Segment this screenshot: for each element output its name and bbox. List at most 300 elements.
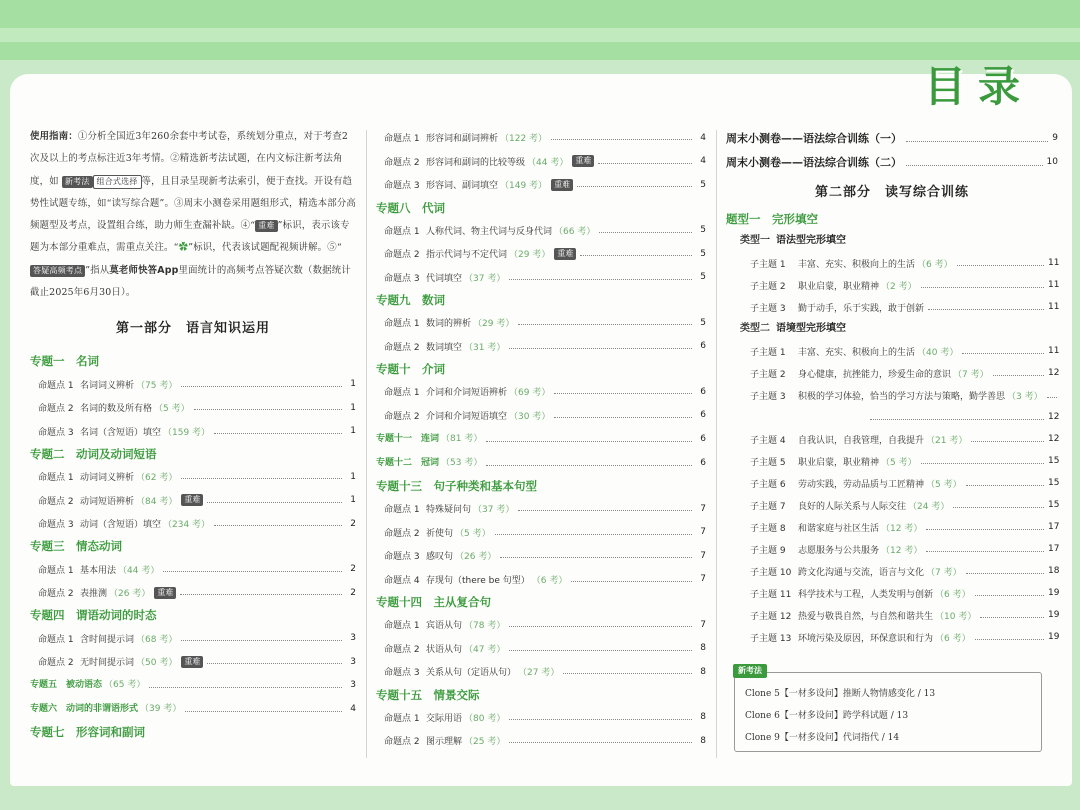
toc-topic[interactable]: 专题二 动词及动词短语: [30, 446, 157, 461]
toc-entry[interactable]: [30, 372, 356, 396]
leader-dots: [870, 419, 1044, 420]
page-number: 15: [1048, 456, 1060, 466]
exam-count: （29 考）: [509, 250, 551, 261]
page-number: 5: [700, 248, 706, 259]
page-number: 3: [350, 633, 356, 644]
entry-label: 命题点 4: [384, 575, 420, 586]
toc-entry[interactable]: [30, 465, 356, 489]
page-number: 1: [350, 379, 356, 390]
entry-title: 名词词义辨析: [80, 380, 135, 391]
exam-count: （47 考）: [464, 644, 506, 655]
entry-title: 身心健康，抗挫能力，珍爱生命的意识: [798, 369, 952, 380]
entry-label: 子主题 1: [750, 347, 786, 358]
exam-count: （69 考）: [509, 388, 551, 399]
page-number: 1: [350, 402, 356, 413]
page-number: 1: [350, 471, 356, 482]
entry-title: 介词和介词短语辨析: [426, 388, 508, 399]
combo-tag: 组合式选择: [93, 175, 142, 189]
leader-dots: [957, 265, 1044, 266]
exam-count: （62 考）: [136, 473, 178, 484]
entry-title: 关系从句（定语从句）: [426, 668, 517, 679]
entry-title: 数词填空: [426, 342, 463, 353]
leader-dots: [181, 640, 342, 641]
toc-topic[interactable]: 专题九 数词: [376, 293, 445, 307]
part2-title: 第二部分 读写综合训练: [814, 185, 969, 200]
exam-count: （26 考）: [455, 552, 497, 563]
toc-entry[interactable]: [30, 512, 356, 536]
entry-title: 介词和介词短语填空: [426, 411, 508, 422]
type-label: 类型一: [740, 235, 770, 246]
entry-title: 代词填空: [426, 273, 463, 284]
entry-label: 子主题 13: [750, 633, 792, 644]
entry-title: 动词词义辨析: [80, 473, 135, 484]
new-method-tag: 新考法: [62, 176, 93, 188]
entry-label: 命题点 1: [38, 380, 74, 391]
entry-label: 子主题 3: [750, 303, 786, 314]
part1-title: 第一部分 语言知识运用: [115, 321, 270, 337]
entry-label: 子主题 6: [750, 479, 786, 490]
exam-count: （6 考）: [935, 633, 971, 644]
page-number: 5: [700, 225, 706, 236]
entry-title: 无时间提示词: [80, 658, 135, 669]
toc-entry[interactable]: [726, 604, 1058, 626]
key-tag: 重难: [554, 248, 576, 260]
toc-entry[interactable]: [376, 311, 706, 335]
entry-title: 形容词和副词的比较等级: [426, 157, 526, 168]
video-icon: ✿: [178, 242, 189, 254]
entry-label: 子主题 1: [750, 259, 786, 270]
toc-entry[interactable]: [30, 488, 356, 512]
toc-column-1: [30, 126, 356, 743]
toc-entry[interactable]: [376, 544, 706, 568]
page-number: 12: [1048, 434, 1060, 444]
leader-dots: [495, 534, 692, 535]
page-number: 11: [1048, 280, 1060, 290]
new-method-item[interactable]: Clone 5【一材多设问】推断人物情感变化 / 13: [745, 689, 936, 699]
exam-count: （6 考）: [935, 589, 971, 600]
page-number: 4: [700, 132, 706, 143]
exam-count: （75 考）: [136, 380, 178, 391]
entry-label: 子主题 8: [750, 523, 786, 534]
exam-count: （24 考）: [908, 501, 950, 512]
toc-topic[interactable]: 专题七 形容词和副词: [30, 725, 145, 740]
toc-entry[interactable]: [30, 650, 356, 674]
entry-title: 名词的数及所有格: [80, 404, 153, 415]
entry-label: 命题点 1: [384, 388, 420, 399]
toc-entry[interactable]: [726, 626, 1058, 648]
toc-entry[interactable]: [726, 384, 1058, 406]
toc-entry[interactable]: [726, 428, 1058, 450]
key-tag: 重难: [255, 220, 277, 232]
entry-title: 和谐家庭与社区生活: [798, 523, 880, 534]
page-number: 3: [350, 680, 356, 691]
exam-count: （84 考）: [136, 496, 178, 507]
toc-entry[interactable]: [376, 660, 706, 684]
new-method-item[interactable]: Clone 9【一材多设问】代词指代 / 14: [745, 733, 900, 743]
page-number: 2: [350, 587, 356, 598]
leader-dots: [554, 393, 692, 394]
page-number: 19: [1048, 632, 1060, 642]
entry-label: 子主题 5: [750, 457, 786, 468]
toc-entry[interactable]: [376, 242, 706, 266]
leader-dots: [185, 711, 342, 712]
entry-title: 丰富、充实、积极向上的生活: [798, 259, 916, 270]
page-number: 15: [1048, 500, 1060, 510]
page-number: 4: [700, 156, 706, 167]
toc-entry[interactable]: [30, 396, 356, 420]
new-method-item[interactable]: Clone 6【一材多设问】跨学科试题 / 13: [745, 711, 909, 721]
leader-dots: [926, 529, 1044, 530]
leader-dots: [993, 375, 1044, 376]
exam-count: （6 考）: [917, 259, 953, 270]
exam-count: （10 考）: [935, 611, 977, 622]
entry-title: 积极的学习体验，恰当的学习方法与策略，勤学善思: [798, 391, 1006, 402]
toc-entry[interactable]: [376, 521, 706, 545]
entry-label: 子主题 7: [750, 501, 786, 512]
toc-entry[interactable]: [376, 637, 706, 661]
leader-dots: [486, 465, 692, 466]
entry-label: 命题点 2: [384, 250, 420, 261]
page-number: 7: [700, 527, 706, 538]
exam-count: （37 考）: [473, 505, 515, 516]
exam-count: （5 考）: [154, 404, 190, 415]
entry-label: 命题点 2: [384, 737, 420, 748]
entry-title: 宾语从句: [426, 621, 463, 632]
entry-label: 命题点 2: [384, 342, 420, 353]
leader-dots: [509, 626, 692, 627]
page-title: 目录: [923, 62, 1032, 111]
entry-title: 环境污染及原因，环保意识和行为: [798, 633, 934, 644]
page-number: 5: [700, 272, 706, 283]
toc-entry[interactable]: [376, 729, 706, 753]
entry-title: 劳动实践，劳动品质与工匠精神: [798, 479, 925, 490]
weekend-test-1[interactable]: 周末小测卷——语法综合训练（一） 9: [726, 132, 1058, 145]
entry-title: 基本用法: [80, 565, 117, 576]
toc-topic[interactable]: [376, 427, 706, 451]
toc-entry[interactable]: [30, 557, 356, 581]
leader-dots: [500, 557, 692, 558]
page-number: 4: [350, 704, 356, 715]
entry-title: 跨文化沟通与交流，语言与文化: [798, 567, 925, 578]
toc-entry[interactable]: [726, 296, 1058, 318]
exam-count: （40 考）: [917, 347, 959, 358]
entry-label: 子主题 11: [750, 589, 792, 600]
page-number: 11: [1048, 302, 1060, 312]
entry-label: 命题点 3: [384, 552, 420, 563]
toc-topic[interactable]: [376, 451, 706, 475]
exam-count: （81 考）: [441, 434, 483, 444]
key-tag: 重难: [181, 494, 203, 506]
exam-count: （12 考）: [881, 523, 923, 534]
toc-topic[interactable]: 专题八 代词: [376, 200, 445, 215]
entry-label: 命题点 1: [38, 634, 74, 645]
exam-count: （7 考）: [953, 369, 989, 380]
exam-count: （234 考）: [163, 520, 211, 531]
toc-entry[interactable]: [376, 173, 706, 197]
leader-dots: [599, 232, 692, 233]
page-number: 6: [700, 434, 706, 444]
toc-column-3: [726, 126, 1058, 648]
exam-count: （25 考）: [464, 737, 506, 748]
exam-count: （68 考）: [136, 634, 178, 645]
toc-entry[interactable]: [376, 266, 706, 290]
toc-entry[interactable]: [376, 404, 706, 428]
entry-label: 命题点 1: [384, 505, 420, 516]
leader-dots: [928, 309, 1044, 310]
type-title: 语法型完形填空: [776, 235, 846, 246]
entry-label: 命题点 1: [384, 319, 420, 330]
leader-dots: [577, 186, 692, 187]
exam-count: （80 考）: [464, 713, 506, 724]
entry-title: 自我认识，自我管理，自我提升: [798, 435, 925, 446]
key-tag: 重难: [154, 587, 176, 599]
toc-entry[interactable]: [30, 419, 356, 443]
entry-label: 命题点 1: [38, 473, 74, 484]
exam-count: （12 考）: [881, 545, 923, 556]
entry-label: 子主题 9: [750, 545, 786, 556]
page-number: 1: [350, 426, 356, 437]
leader-dots: [509, 742, 692, 743]
entry-label: 命题点 2: [38, 658, 74, 669]
column-divider: [716, 130, 717, 758]
entry-title: 形容词、副词填空: [426, 181, 499, 192]
toc-entry[interactable]: [726, 560, 1058, 582]
leader-dots: [1047, 397, 1057, 398]
entry-label: 子主题 2: [750, 281, 786, 292]
entry-label: 命题点 3: [384, 181, 420, 192]
exam-count: （44 考）: [527, 157, 569, 168]
page-number: 5: [700, 179, 706, 190]
leader-dots: [554, 417, 692, 418]
entry-label: 命题点 3: [384, 668, 420, 679]
new-method-badge: 新考法: [733, 664, 767, 678]
topic-title: 专题十一 连词: [376, 434, 440, 444]
entry-label: 命题点 1: [384, 226, 420, 237]
leader-dots: [509, 348, 692, 349]
leader-dots: [180, 594, 342, 595]
page-number: 6: [700, 458, 706, 468]
exam-count: （5 考）: [926, 479, 962, 490]
toc-entry[interactable]: [726, 538, 1058, 560]
faq-tag: 答疑高频考点: [30, 265, 85, 277]
leader-dots: [181, 478, 342, 479]
entry-title: 图示理解: [426, 737, 463, 748]
leader-dots: [953, 507, 1044, 508]
entry-title: 祈使句: [426, 528, 454, 539]
toc-topic[interactable]: 专题三 情态动词: [30, 539, 122, 554]
entry-label: 命题点 1: [38, 565, 74, 576]
toc-entry[interactable]: [376, 380, 706, 404]
toc-topic[interactable]: 专题十 介词: [376, 362, 445, 376]
leader-dots: [971, 441, 1044, 442]
leader-dots: [975, 595, 1044, 596]
page-number: 6: [700, 341, 706, 352]
toc-topic[interactable]: [30, 697, 356, 721]
entry-title: 特殊疑问句: [426, 505, 472, 516]
key-tag: 重难: [572, 155, 594, 167]
toc-type[interactable]: [726, 318, 1058, 340]
type-title: 语境型完形填空: [776, 323, 846, 334]
page-number: 7: [700, 550, 706, 561]
toc-entry[interactable]: [376, 568, 706, 592]
page-number: 15: [1048, 478, 1060, 488]
leader-dots: [509, 650, 692, 651]
toc-entry[interactable]: [726, 274, 1058, 296]
page-number: 11: [1048, 258, 1060, 268]
page-number: 12: [1048, 412, 1060, 422]
entry-label: 命题点 1: [384, 713, 420, 724]
toc-entry[interactable]: [30, 626, 356, 650]
exam-count: （6 考）: [531, 575, 568, 586]
toc-entry[interactable]: [726, 582, 1058, 604]
exam-count: （122 考）: [500, 134, 548, 145]
toc-topic[interactable]: [30, 673, 356, 697]
exam-count: （44 考）: [118, 565, 160, 576]
entry-label: 命题点 3: [38, 520, 74, 531]
page-number: 6: [700, 386, 706, 397]
toc-topic[interactable]: 题型一 完形填空: [726, 212, 818, 226]
leader-dots: [975, 639, 1044, 640]
toc-entry[interactable]: [726, 406, 1058, 428]
entry-label: 命题点 3: [38, 427, 74, 438]
leader-dots: [194, 409, 342, 410]
page-number: 7: [700, 574, 706, 585]
entry-title: 职业启蒙，职业精神: [798, 457, 880, 468]
leader-dots: [214, 525, 342, 526]
page-number: 11: [1048, 346, 1060, 356]
toc-entry[interactable]: [726, 516, 1058, 538]
leader-dots: [518, 324, 692, 325]
leader-dots: [181, 386, 342, 387]
exam-count: （53 考）: [441, 458, 483, 468]
leader-dots: [598, 163, 692, 164]
exam-count: （26 考）: [109, 589, 151, 600]
toc-entry[interactable]: [376, 126, 706, 150]
toc-entry[interactable]: [726, 362, 1058, 384]
entry-title: 状语从句: [426, 644, 463, 655]
entry-title: 动词（含短语）填空: [80, 520, 162, 531]
page-number: 2: [350, 564, 356, 575]
exam-count: （5 考）: [881, 457, 917, 468]
entry-label: 命题点 2: [38, 404, 74, 415]
leader-dots: [163, 571, 342, 572]
leader-dots: [966, 485, 1044, 486]
entry-title: 良好的人际关系与人际交往: [798, 501, 907, 512]
exam-count: （3 考）: [1007, 391, 1043, 402]
exam-count: （78 考）: [464, 621, 506, 632]
toc-entry[interactable]: [376, 150, 706, 174]
topic-title: 专题十二 冠词: [376, 458, 440, 468]
type-label: 类型二: [740, 323, 770, 334]
exam-count: （39 考）: [140, 704, 182, 715]
entry-title: 勤于动手，乐于实践，敢于创新: [798, 303, 925, 314]
page-number: 19: [1048, 610, 1060, 620]
page-number: 17: [1048, 544, 1060, 554]
toc-entry[interactable]: [726, 252, 1058, 274]
entry-title: 科学技术与工程，人类发明与创新: [798, 589, 934, 600]
entry-title: 动词短语辨析: [80, 496, 135, 507]
leader-dots: [962, 353, 1044, 354]
toc-column-2: [376, 126, 706, 753]
exam-count: （21 考）: [926, 435, 968, 446]
toc-entry[interactable]: [376, 706, 706, 730]
leader-dots: [926, 551, 1044, 552]
leader-dots: [149, 687, 342, 688]
entry-title: 数词的辨析: [426, 319, 472, 330]
toc-topic[interactable]: 专题一 名词: [30, 354, 99, 369]
exam-count: （66 考）: [554, 226, 596, 237]
toc-entry[interactable]: [376, 219, 706, 243]
entry-title: 热爱与敬畏自然，与自然和谐共生: [798, 611, 934, 622]
entry-title: 形容词和副词辨析: [426, 134, 499, 145]
weekend-test-2[interactable]: 周末小测卷——语法综合训练（二） 10: [726, 156, 1058, 169]
exam-count: （27 考）: [518, 668, 560, 679]
toc-entry[interactable]: [376, 613, 706, 637]
exam-count: （65 考）: [104, 680, 146, 691]
toc-entry[interactable]: [376, 497, 706, 521]
entry-title: 丰富、充实、积极向上的生活: [798, 347, 916, 358]
toc-entry[interactable]: [726, 450, 1058, 472]
page-number: 18: [1048, 566, 1060, 576]
entry-label: 命题点 2: [384, 157, 420, 168]
page-number: 3: [350, 656, 356, 667]
entry-title: 交际用语: [426, 713, 463, 724]
toc-type[interactable]: [726, 230, 1058, 252]
page-number: 12: [1048, 368, 1060, 378]
exam-count: （5 考）: [455, 528, 491, 539]
entry-title: 含时间提示词: [80, 634, 135, 645]
toc-topic[interactable]: 专题四 谓语动词的时态: [30, 608, 157, 623]
usage-guide: 使用指南：①分析全国近3年260余套中考试卷，系统划分重点，对于考查2次及以上的考点标注近3年考情。②精选新考法试题，在内文标注新考法角度，如 新考法 组合式选择 等，且目录呈现新考法索引，便于查找。开设有趋势性试题专练，如“读写综合题”。③周末小测卷采用题组形式，精选本部分高频题型及考点，设置组合练，助力师生查漏补缺。④“ 重难 ”标识，表示该专题为本部分重难点，需重点关注。“✿”标识，代表该试题配视频讲解。⑤“答疑高频考点 ”指从莫老师快答App里面统计的高频考点答疑次数（数据统计截止2025年6月30日）。: [30, 131, 356, 299]
topic-title: 专题六 动词的非谓语形式: [30, 704, 139, 715]
leader-dots: [518, 510, 692, 511]
leader-dots: [509, 279, 692, 280]
toc-entry[interactable]: [726, 340, 1058, 362]
entry-label: 命题点 1: [384, 621, 420, 632]
new-method-box: [734, 666, 1042, 752]
toc-entry[interactable]: [30, 581, 356, 605]
leader-dots: [207, 502, 342, 503]
exam-count: （2 考）: [881, 281, 917, 292]
exam-count: （29 考）: [473, 319, 515, 330]
toc-topic[interactable]: 专题十五 情景交际: [376, 687, 480, 702]
entry-title: 名词（含短语）填空: [80, 427, 162, 438]
toc-entry[interactable]: [726, 472, 1058, 494]
leader-dots: [966, 573, 1044, 574]
leader-dots: [571, 581, 692, 582]
toc-topic[interactable]: 专题十四 主从复合句: [376, 595, 491, 609]
page-number: 19: [1048, 588, 1060, 598]
entry-label: 命题点 2: [384, 528, 420, 539]
entry-label: 子主题 3: [750, 391, 786, 402]
entry-label: 子主题 12: [750, 611, 792, 622]
toc-entry[interactable]: [726, 494, 1058, 516]
header-stripe: [0, 28, 1080, 42]
toc-entry[interactable]: [376, 335, 706, 359]
exam-count: （50 考）: [136, 658, 178, 669]
page-number: 8: [700, 735, 706, 746]
leader-dots: [486, 441, 692, 442]
key-tag: 重难: [181, 656, 203, 668]
leader-dots: [551, 139, 692, 140]
entry-title: 表推测: [80, 589, 108, 600]
entry-title: 存现句（there be 句型）: [426, 575, 530, 586]
page-number: 8: [700, 643, 706, 654]
toc-topic[interactable]: 专题十三 句子种类和基本句型: [376, 479, 537, 493]
leader-dots: [921, 463, 1044, 464]
column-divider: [366, 130, 367, 758]
page-number: 6: [700, 410, 706, 421]
